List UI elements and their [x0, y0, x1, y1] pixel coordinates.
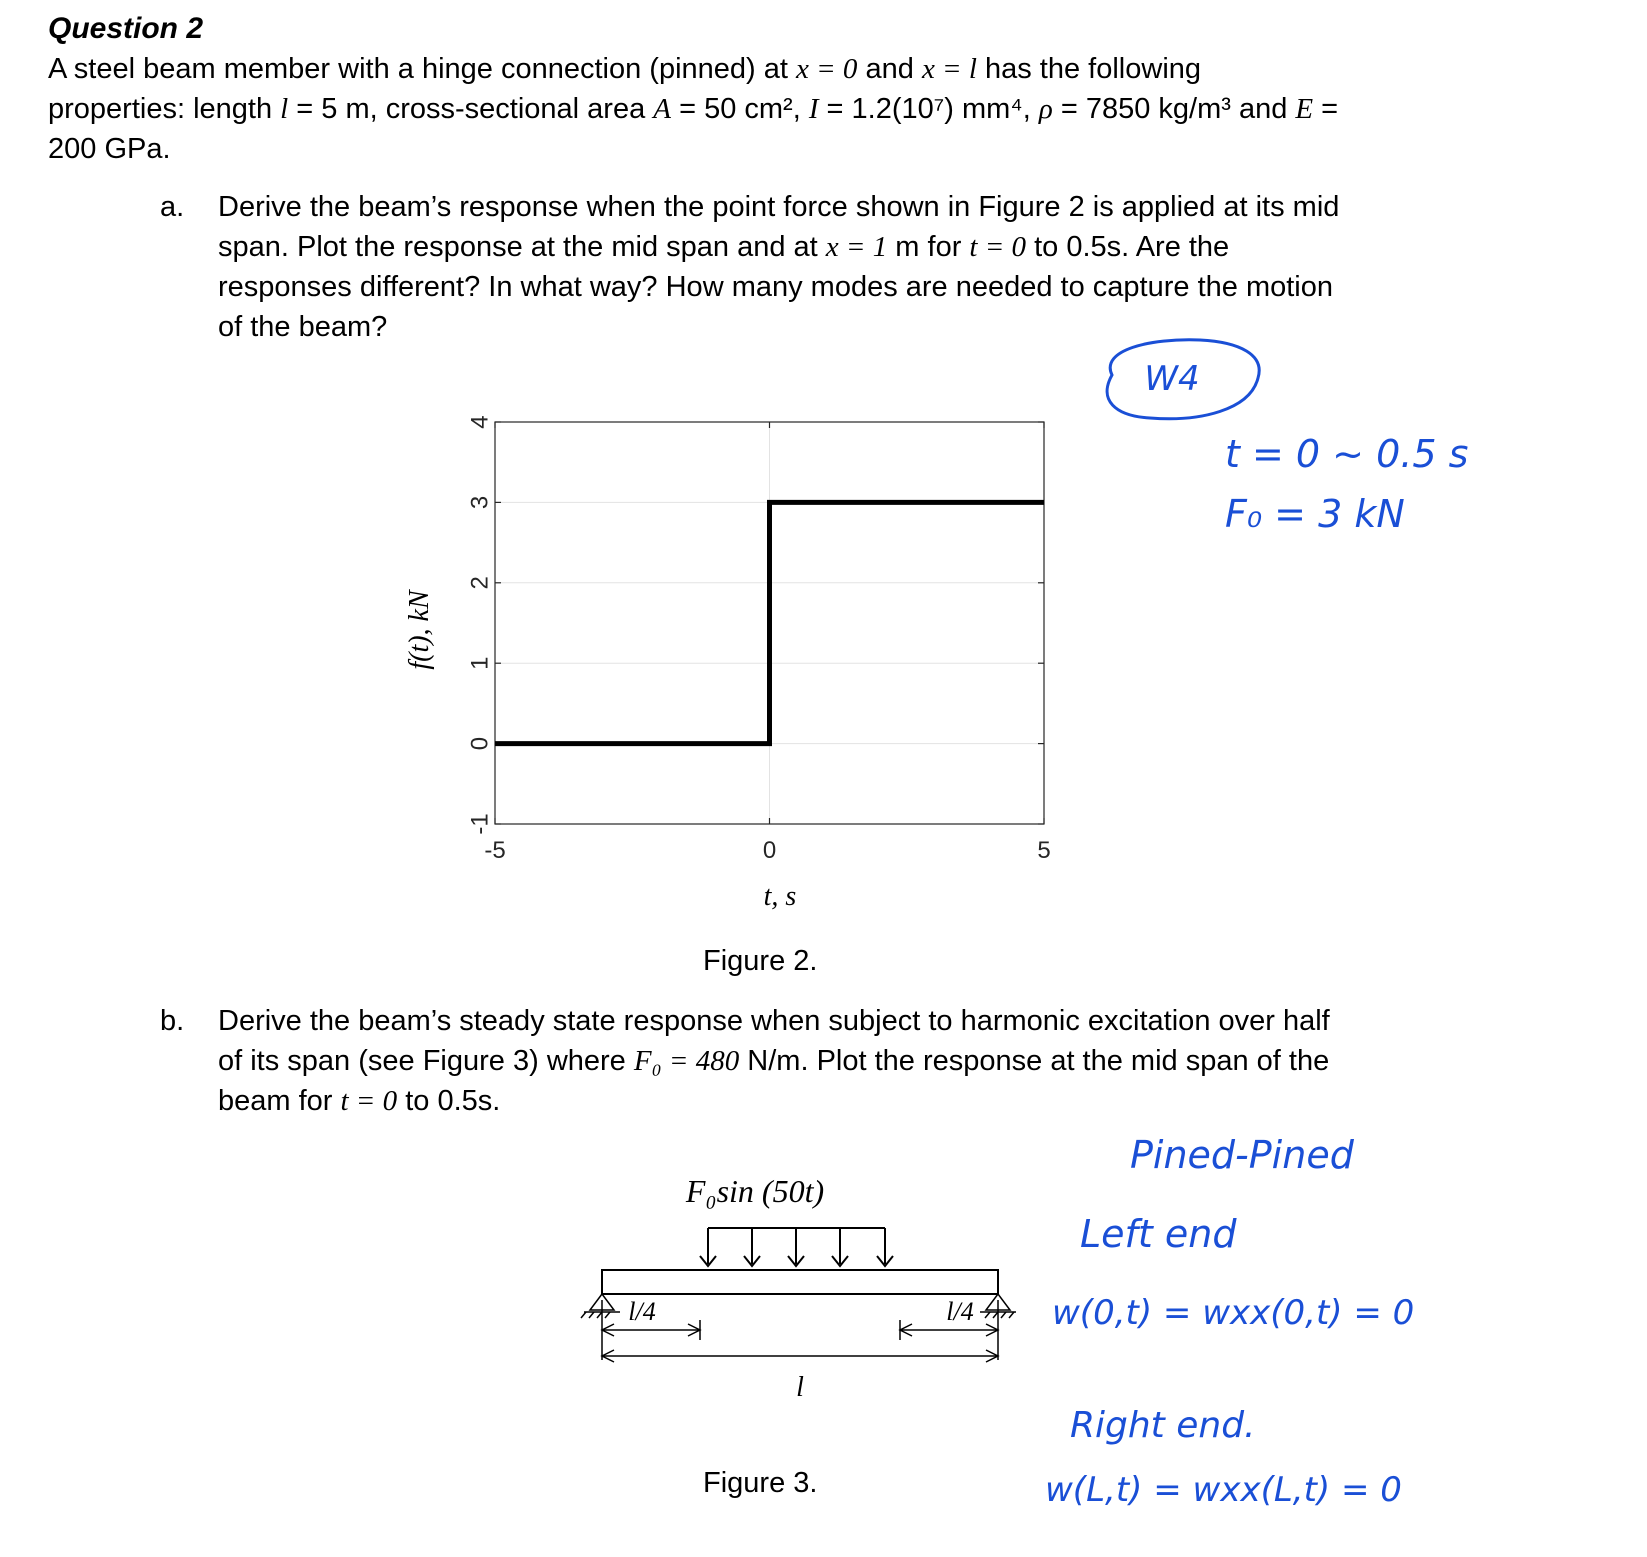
xtick-label: 5	[1037, 837, 1051, 864]
left-pin-support	[581, 1294, 620, 1318]
part-a-text: to 0.5s. Are the	[1026, 231, 1230, 263]
math-x-eq-1: x = 1	[825, 231, 888, 263]
math-rho: ρ	[1038, 93, 1053, 125]
ytick-label: 1	[466, 656, 494, 670]
xtick-label: -5	[484, 837, 506, 864]
chart-ylabel: f(t), kN	[404, 590, 435, 670]
ytick-label: 0	[466, 736, 494, 751]
figure-3-diagram	[560, 1160, 1020, 1450]
ytick-label: 3	[466, 495, 494, 510]
part-b-text: beam for	[218, 1085, 341, 1117]
math-t-eq-0: t = 0	[969, 231, 1027, 263]
span-label: l	[796, 1372, 804, 1403]
question-title: Question 2	[48, 12, 204, 45]
beam	[602, 1270, 998, 1294]
intro-text: has the following	[976, 53, 1202, 85]
part-a-text: m for	[887, 231, 970, 263]
intro-text: A steel beam member with a hinge connection (pinned) at	[48, 53, 796, 85]
handwritten-right-bc: w(L,t) = wxx(L,t) = 0	[1045, 1470, 1402, 1510]
intro-text: =	[1313, 93, 1339, 125]
intro-text: = 7850 kg/m³ and	[1052, 93, 1296, 125]
left-dim-label: l/4	[628, 1297, 656, 1326]
handwritten-force: F₀ = 3 kN	[1225, 492, 1405, 536]
intro-text: = 5 m, cross-sectional area	[288, 93, 654, 125]
distributed-load-arrows	[700, 1228, 893, 1266]
load-label: F₀sin (50t)	[685, 1173, 825, 1209]
chart-xlabel: t, s	[763, 881, 797, 912]
math-x-eq-l: x = l	[921, 53, 977, 85]
handwritten-right-end: Right end.	[1070, 1405, 1256, 1446]
circled-note: W4	[1144, 359, 1200, 399]
math-t-eq-0: t = 0	[340, 1085, 398, 1117]
xtick-label: 0	[762, 837, 777, 864]
handwritten-bc-type: Pined-Pined	[1130, 1133, 1354, 1177]
math-E: E	[1295, 93, 1314, 125]
part-a-line-1: Derive the beam’s response when the point force shown in Figure 2 is applied at its mid	[218, 191, 1340, 223]
part-a-line-4: of the beam?	[218, 311, 388, 343]
part-b-line-2	[218, 1040, 1329, 1082]
part-a-marker: a.	[160, 191, 185, 223]
intro-text: = 1.2(10⁷) mm⁴,	[818, 93, 1039, 125]
ytick-label: 4	[466, 415, 494, 429]
span-dimension	[602, 1350, 998, 1362]
figure-2-caption: Figure 2.	[703, 945, 818, 977]
math-I: I	[808, 93, 819, 125]
ytick-label: -1	[466, 813, 494, 835]
handwritten-circle	[1090, 330, 1270, 430]
math-F0-eq-480: F₀ = 480	[633, 1045, 740, 1077]
handwritten-left-end: Left end	[1080, 1212, 1237, 1256]
math-A: A	[653, 93, 672, 125]
handwritten-time-range: t = 0 ~ 0.5 s	[1225, 432, 1469, 476]
part-b-text: to 0.5s.	[397, 1085, 501, 1117]
part-a-text: span. Plot the response at the mid span and at	[218, 231, 826, 263]
part-b-line-1: Derive the beam’s steady state response when subject to harmonic excitation over half	[218, 1005, 1330, 1037]
math-x-eq-0: x = 0	[795, 53, 858, 85]
figure-3-caption: Figure 3.	[703, 1467, 818, 1499]
part-a-line-3: responses different? In what way? How many modes are needed to capture the motion	[218, 271, 1333, 303]
intro-text: = 50 cm²,	[671, 93, 809, 125]
intro-line-3: 200 GPa.	[48, 133, 171, 165]
math-l: l	[280, 93, 289, 125]
part-b-text: N/m. Plot the response at the mid span of the	[739, 1045, 1330, 1077]
right-dim-label: l/4	[946, 1297, 974, 1326]
handwritten-left-bc: w(0,t) = wxx(0,t) = 0	[1052, 1293, 1415, 1333]
part-b-marker: b.	[160, 1005, 185, 1037]
ytick-label: 2	[466, 576, 494, 590]
intro-text: properties: length	[48, 93, 281, 125]
part-b-text: of its span (see Figure 3) where	[218, 1045, 634, 1077]
intro-text: and	[857, 53, 922, 85]
part-b-line-3	[218, 1080, 500, 1122]
